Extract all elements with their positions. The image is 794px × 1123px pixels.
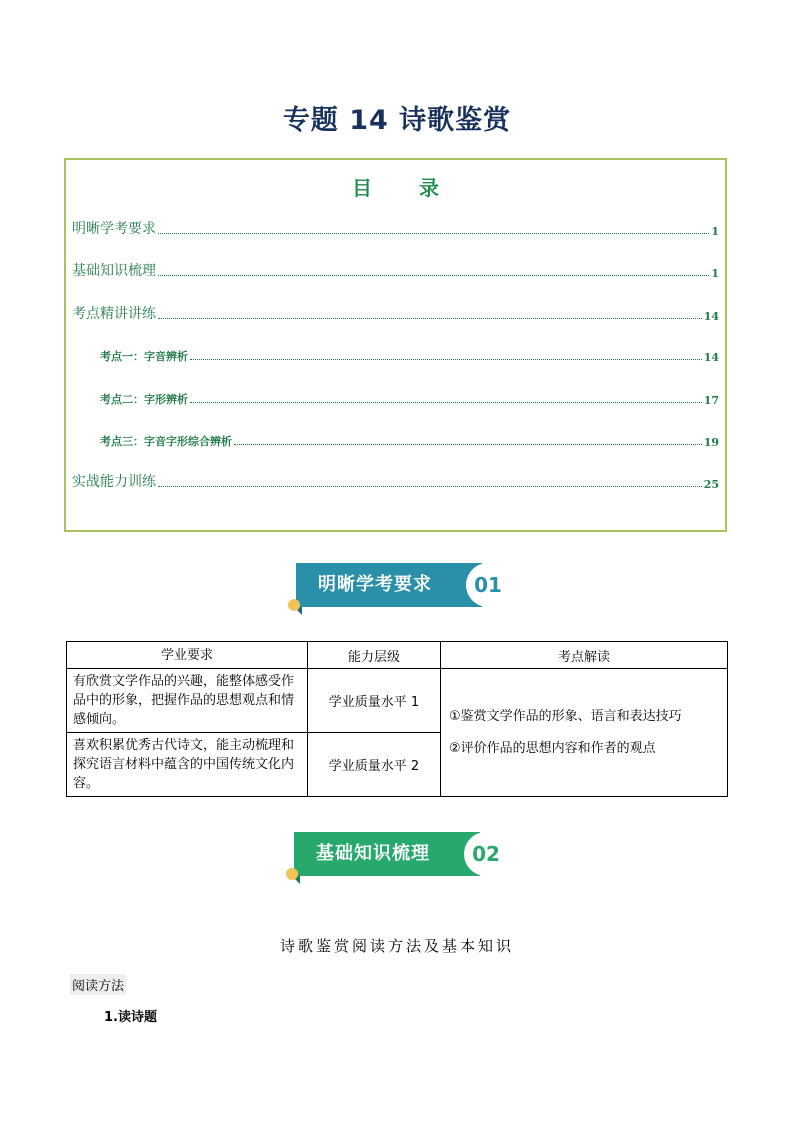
toc-subitem[interactable] bbox=[100, 429, 719, 449]
table-cell-requirement: 喜欢积累优秀古代诗文，能主动梳理和探究语言材料中蕴含的中国传统文化内容。 bbox=[67, 733, 308, 797]
toc-item-page: 1 bbox=[711, 267, 719, 280]
toc-item-page: 19 bbox=[703, 436, 719, 449]
toc-item-label: 实战能力训练 bbox=[72, 474, 156, 490]
toc-item[interactable] bbox=[72, 303, 719, 323]
table-cell-points bbox=[441, 669, 728, 797]
toc-item-page: 14 bbox=[703, 351, 719, 364]
toc-leader bbox=[190, 359, 702, 360]
table-header-cell: 考点解读 bbox=[441, 642, 728, 669]
banner-number: 02 bbox=[464, 832, 508, 876]
banner-number: 01 bbox=[466, 563, 510, 607]
requirements-table bbox=[66, 641, 728, 797]
toc-item[interactable] bbox=[72, 260, 719, 280]
reading-method-tag: 阅读方法 bbox=[70, 974, 126, 995]
table-header-cell: 学业要求 bbox=[67, 642, 308, 669]
toc-item-label: 基础知识梳理 bbox=[72, 263, 156, 279]
banner-pill: 明晰学考要求 bbox=[296, 563, 482, 607]
toc-item-label: 考点精讲讲练 bbox=[72, 306, 156, 322]
toc-leader bbox=[158, 233, 709, 234]
table-cell-level: 学业质量水平 2 bbox=[308, 733, 441, 797]
table-row bbox=[67, 669, 728, 733]
banner-dot bbox=[286, 868, 298, 880]
toc-item-label: 明晰学考要求 bbox=[72, 221, 156, 237]
banner-dot bbox=[288, 599, 300, 611]
toc-item-page: 17 bbox=[703, 394, 719, 407]
point-item: ①鉴赏文学作品的形象、语言和表达技巧 bbox=[449, 708, 682, 724]
toc-item-label: 考点二：字形辨析 bbox=[100, 393, 188, 406]
section-title: 诗歌鉴赏阅读方法及基本知识 bbox=[279, 937, 514, 955]
toc-item[interactable] bbox=[72, 218, 719, 238]
toc-item-page: 25 bbox=[703, 478, 719, 491]
table-cell-level: 学业质量水平 1 bbox=[308, 669, 441, 733]
toc-item-page: 1 bbox=[711, 225, 719, 238]
toc-leader bbox=[190, 402, 702, 403]
toc-leader bbox=[158, 275, 709, 276]
toc-leader bbox=[158, 318, 702, 319]
toc-leader bbox=[234, 444, 702, 445]
toc-subitem[interactable] bbox=[100, 387, 719, 407]
point-item: ②评价作品的思想内容和作者的观点 bbox=[449, 740, 656, 756]
page-title: 专题 14 诗歌鉴赏 bbox=[282, 105, 512, 136]
subsection-title: 1.读诗题 bbox=[104, 1010, 157, 1025]
table-cell-requirement: 有欣赏文学作品的兴趣，能整体感受作品中的形象，把握作品的思想观点和情感倾向。 bbox=[67, 669, 308, 733]
table-header-cell: 能力层级 bbox=[308, 642, 441, 669]
toc-item-page: 14 bbox=[703, 310, 719, 323]
toc-heading: 目 录 bbox=[352, 176, 459, 200]
table-of-contents bbox=[64, 158, 727, 532]
toc-item-label: 考点三：字音字形综合辨析 bbox=[100, 435, 232, 448]
toc-subitem[interactable] bbox=[100, 344, 719, 364]
toc-item-label: 考点一：字音辨析 bbox=[100, 350, 188, 363]
toc-leader bbox=[158, 486, 702, 487]
banner-pill: 基础知识梳理 bbox=[294, 832, 480, 876]
table-header-row bbox=[67, 642, 728, 669]
toc-item[interactable] bbox=[72, 471, 719, 491]
